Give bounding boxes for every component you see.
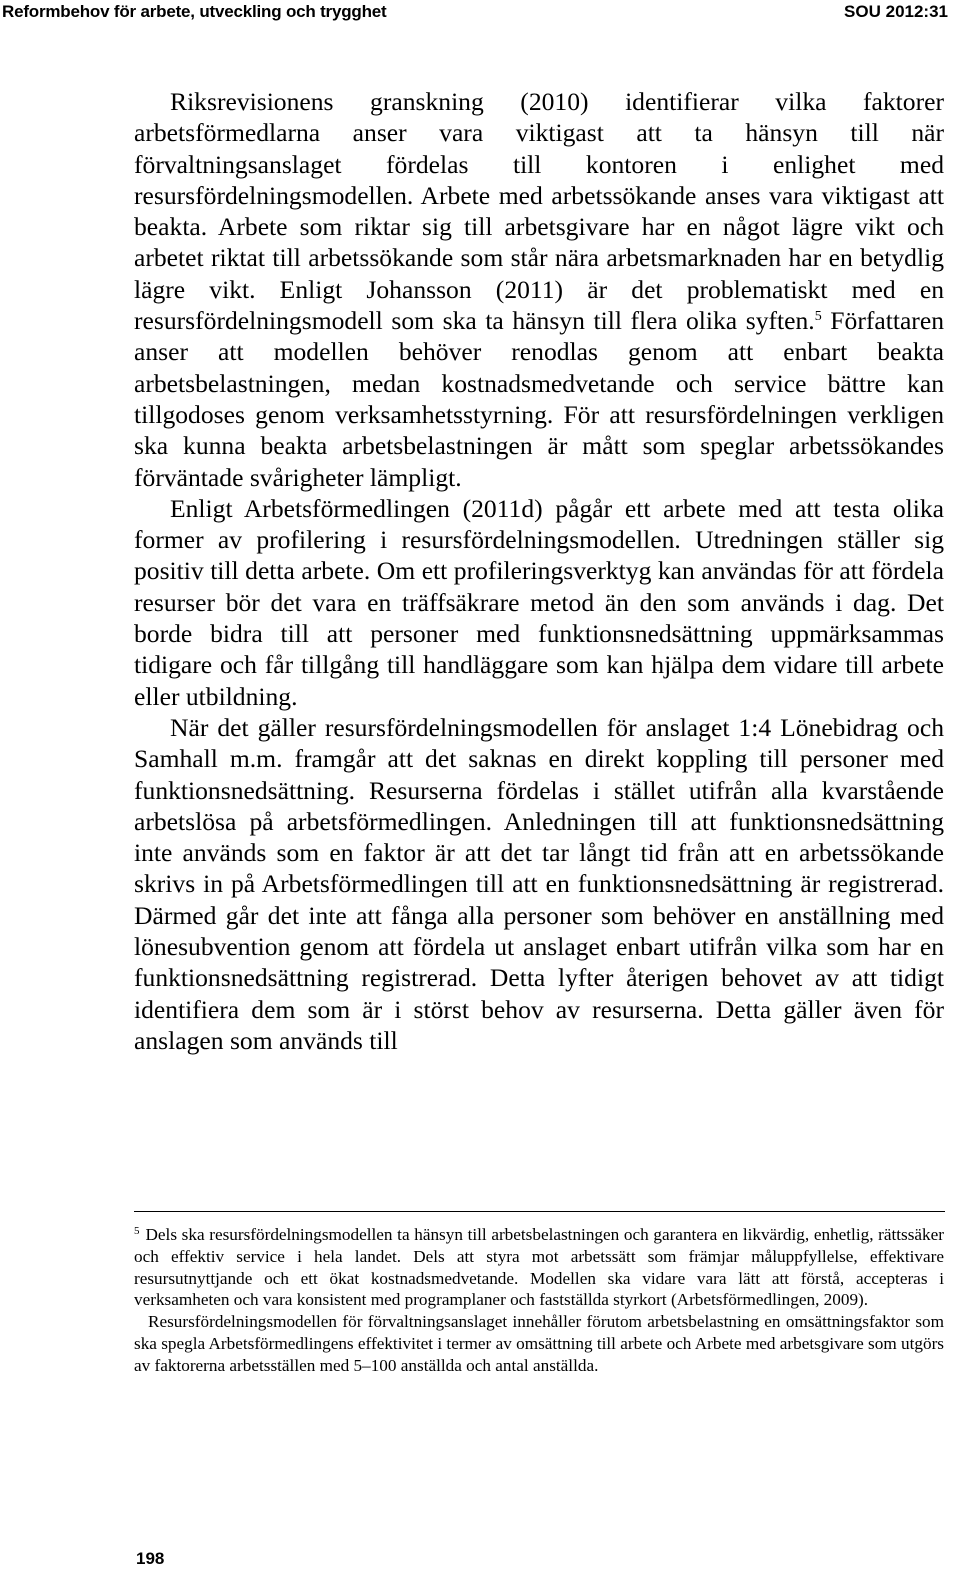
footnote xyxy=(134,1224,944,1311)
footnote-text: Dels ska resursfördelningsmodellen ta hänsyn till arbetsbelastningen och garantera en likvärdig, enhetlig, rättssäker och effektiv service i hela landet. Dels att styra mot arbetssätt som främjar måluppfyllelse, effektivare resursutnyttjande och ett ökat kostnadsmedvetande. Modellen ska vidare vara lätt att förstå, accepteras i verksamheten och vara konsistent med programplaner och fastställda styrkort (Arbetsförmedlingen, 2009). xyxy=(134,1225,944,1310)
footnote-number: 5 xyxy=(134,1225,140,1237)
footnote-continuation: Resursfördelningsmodellen för förvaltningsanslaget innehåller förutom arbetsbelastning en omsättningsfaktor som ska spegla Arbetsförmedlingens effektivitet i termer av omsättning till arbete och Arbete med arbetsgivare som utgörs av faktorerna arbetsställen med 5–100 anställda och antal anställda. xyxy=(134,1312,944,1375)
paragraph-text: Riksrevisionens granskning (2010) identifierar vilka faktorer arbetsförmedlarna anser vara viktigast att ta hänsyn till när förvaltningsanslaget fördelas till kontoren i enlighet med resursfördelningsmodellen. Arbete med arbetssökande anses vara viktigast att beakta. Arbete som riktar sig till arbetsgivare har en något lägre vikt och arbetet riktat till arbetssökande som står nära arbetsmarknaden har en betydlig lägre vikt. Enligt Johansson (2011) är det problematiskt med en resursfördelningsmodell som ska ta hänsyn till flera olika syften. xyxy=(134,87,944,336)
main-text xyxy=(134,86,944,1056)
footnote-reference[interactable]: 5 xyxy=(814,309,822,325)
header-title: Reformbehov för arbete, utveckling och trygghet xyxy=(2,2,387,21)
footnote-divider xyxy=(134,1211,945,1212)
paragraph: Enligt Arbetsförmedlingen (2011d) pågår ett arbete med att testa olika former av profilering i resursfördelningsmodellen. Utredningen ställer sig positiv till detta arbete. Om ett profileringsverktyg kan användas för att fördela resurser bör det vara en träffsäkrare metod än den som används i dag. Det borde bidra till att personer med funktionsnedsättning uppmärksammas tidigare och får tillgång till handläggare som kan hjälpa dem vidare till arbete eller utbildning. xyxy=(134,493,944,711)
header-document-id: SOU 2012:31 xyxy=(844,2,948,21)
page-number: 198 xyxy=(136,1549,165,1568)
paragraph: När det gäller resursfördelningsmodellen för anslaget 1:4 Lönebidrag och Samhall m.m. framgår att det saknas en direkt koppling till personer med funktionsnedsättning. Resurserna fördelas i stället utifrån alla kvarstående arbetslösa på arbetsförmedlingen. Anledningen till att funktionsnedsättning inte används som en faktor är att det tar långt tid från att en arbetssökande skrivs in på Arbetsförmedlingen till att en funktionsnedsättning är registrerad. Därmed går det inte att fånga alla personer som behöver en anställning med lönesubvention genom att fördela ut anslaget enbart utifrån vilka som har en funktionsnedsättning registrerad. Detta lyfter återigen behovet av att tidigt identifiera dem som är i störst behov av resurserna. Detta gäller även för anslagen som används till xyxy=(134,712,944,1055)
paragraph-text: Författaren anser att modellen behöver renodlas genom att enbart beakta arbetsbelastningen, medan kostnadsmedvetande och service bättre kan tillgodoses genom verksamhetsstyrning. För att resursfördelningen verkligen ska kunna beakta arbetsbelastningen är mått som speglar arbetssökandes förväntade svårigheter lämpligt. xyxy=(134,306,944,492)
paragraph xyxy=(134,86,944,493)
running-header xyxy=(0,2,960,26)
footnotes xyxy=(134,1224,944,1377)
